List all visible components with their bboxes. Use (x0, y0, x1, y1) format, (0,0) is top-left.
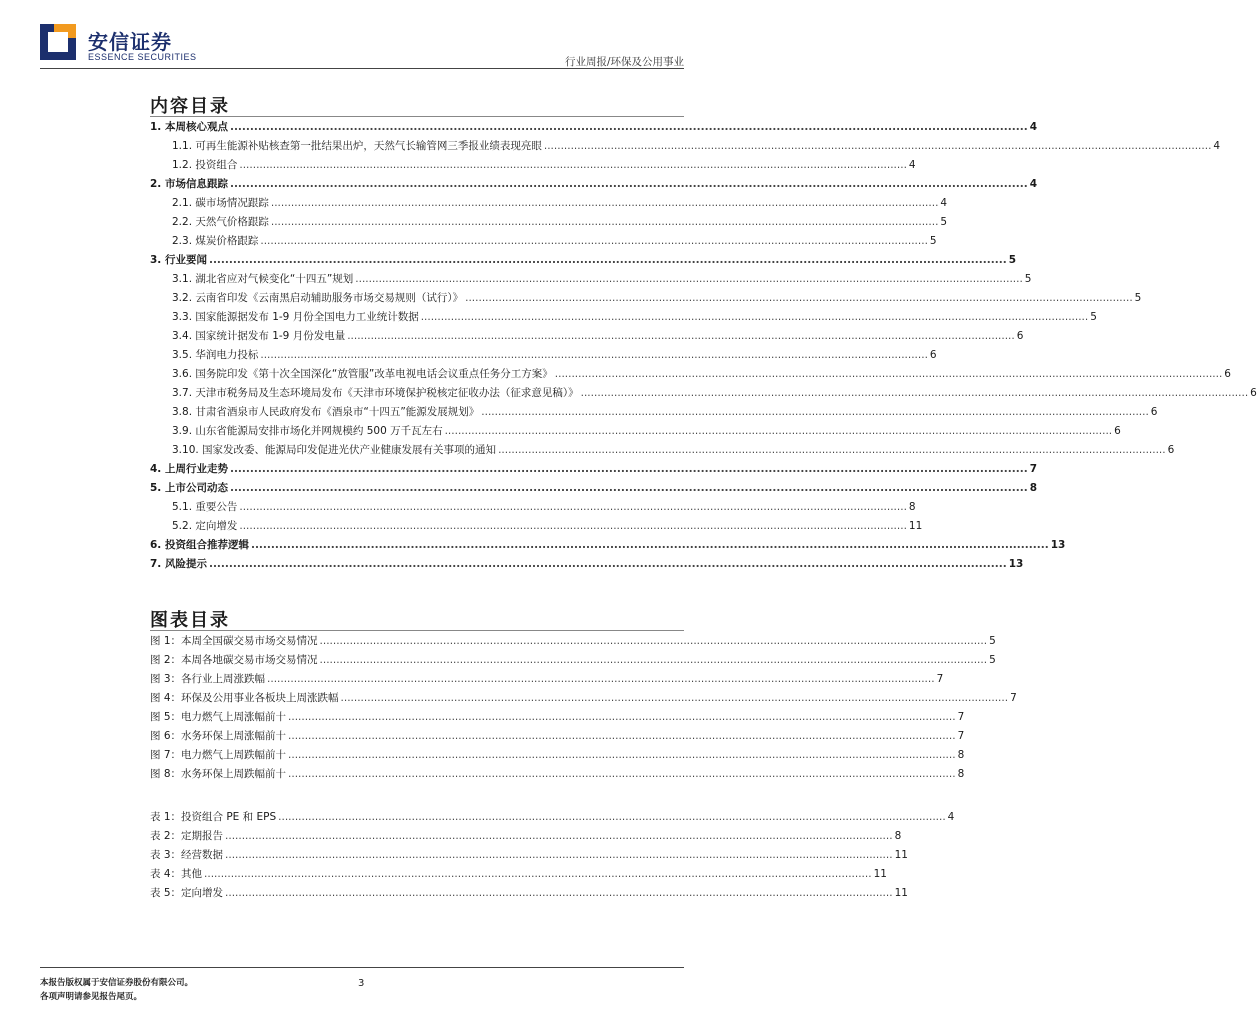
toc-entry[interactable] (150, 270, 1032, 289)
toc-entry-page: 4 (908, 159, 916, 171)
toc-entry-text: 1.2. 投资组合 (172, 159, 238, 171)
table-entry-text: 表 5：定向增发 (150, 887, 224, 899)
figure-entry-page: 8 (957, 749, 965, 761)
figure-entry[interactable] (150, 765, 965, 784)
dot-leader (421, 308, 1089, 327)
toc-entry[interactable] (150, 498, 916, 517)
dot-leader (209, 555, 1007, 574)
figure-entry[interactable] (150, 651, 996, 670)
table-entry-text: 表 4：其他 (150, 868, 203, 880)
toc-entry-page: 6 (1250, 387, 1257, 399)
dot-leader (465, 289, 1133, 308)
figure-entry-text: 图 1：本周全国碳交易市场交易情况 (150, 635, 318, 647)
brand-name-en: ESSENCE SECURITIES (88, 52, 197, 62)
copyright-line: 本报告版权属于安信证券股份有限公司。 (40, 978, 194, 988)
company-logo (40, 24, 76, 60)
header-divider (40, 68, 684, 69)
toc-entry-text: 3.10. 国家发改委、能源局印发促进光伏产业健康发展有关事项的通知 (172, 444, 497, 456)
dot-leader (271, 213, 939, 232)
toc-title-rule (150, 116, 684, 117)
toc-entry[interactable] (150, 308, 1097, 327)
toc-entry-page: 13 (1008, 558, 1024, 570)
disclaimer-line: 各项声明请参见报告尾页。 (40, 992, 143, 1002)
toc-list (150, 118, 1257, 574)
toc-entry-text: 5.2. 定向增发 (172, 520, 238, 532)
dot-leader (225, 846, 893, 865)
figure-entry-text: 图 4：环保及公用事业各板块上周涨跌幅 (150, 692, 339, 704)
table-entry-page: 4 (947, 811, 955, 823)
report-type: 行业周报/环保及公用事业 (564, 56, 684, 68)
toc-entry-page: 5 (1134, 292, 1142, 304)
dot-leader (355, 270, 1023, 289)
dot-leader (260, 346, 928, 365)
dot-leader (544, 137, 1212, 156)
figure-entry-text: 图 8：水务环保上周跌幅前十 (150, 768, 287, 780)
figure-entry[interactable] (150, 632, 996, 651)
toc-entry[interactable] (150, 441, 1175, 460)
table-entry-page: 8 (894, 830, 902, 842)
toc-entry-text: 3.9. 山东省能源局安排市场化并网规模约 500 万千瓦左右 (172, 425, 443, 437)
toc-entry-page: 4 (1213, 140, 1221, 152)
toc-entry[interactable] (150, 403, 1158, 422)
figure-entry-page: 7 (957, 711, 965, 723)
table-entry-text: 表 3：经营数据 (150, 849, 224, 861)
toc-entry[interactable] (150, 555, 1024, 574)
dot-leader (445, 422, 1113, 441)
figure-entry[interactable] (150, 689, 1017, 708)
table-entry[interactable] (150, 808, 955, 827)
toc-entry-page: 5 (1008, 254, 1017, 266)
figure-entry[interactable] (150, 746, 965, 765)
toc-entry-text: 2.3. 煤炭价格跟踪 (172, 235, 259, 247)
toc-entry-page: 6 (1224, 368, 1231, 380)
toc-entry-text: 3.3. 国家能源据发布 1-9 月份全国电力工业统计数据 (172, 311, 419, 323)
toc-entry-page: 7 (1029, 463, 1038, 475)
toc-title: 内容目录 (150, 96, 230, 117)
figures-list (150, 632, 1017, 784)
toc-entry-page: 5 (940, 216, 948, 228)
toc-entry-text: 4. 上周行业走势 (150, 463, 228, 475)
toc-entry[interactable] (150, 232, 937, 251)
toc-entry[interactable] (150, 384, 1257, 403)
table-entry[interactable] (150, 884, 908, 903)
toc-entry-text: 3.5. 华润电力投标 (172, 349, 259, 361)
toc-entry-page: 4 (1029, 178, 1038, 190)
table-entry-text: 表 2：定期报告 (150, 830, 224, 842)
toc-entry[interactable] (150, 251, 1017, 270)
toc-entry-text: 3.6. 国务院印发《第十次全国深化“放管服”改革电视电话会议重点任务分工方案》 (172, 368, 553, 380)
brand-name-cn: 安信证券 (88, 30, 172, 54)
table-entry-page: 11 (894, 849, 908, 861)
figure-entry-page: 5 (989, 654, 996, 666)
dot-leader (288, 708, 956, 727)
figure-entry-page: 8 (957, 768, 965, 780)
figure-entry[interactable] (150, 670, 944, 689)
toc-entry-text: 2.2. 天然气价格跟踪 (172, 216, 269, 228)
dot-leader (225, 884, 893, 903)
toc-entry-text: 7. 风险提示 (150, 558, 207, 570)
toc-entry-text: 2.1. 碳市场情况跟踪 (172, 197, 269, 209)
toc-entry-page: 6 (929, 349, 937, 361)
toc-entry[interactable] (150, 289, 1142, 308)
dot-leader (347, 327, 1015, 346)
toc-entry-text: 3.2. 云南省印发《云南黑启动辅助服务市场交易规则（试行）》 (172, 292, 464, 304)
figure-entry-text: 图 7：电力燃气上周跌幅前十 (150, 749, 287, 761)
toc-entry-text: 1. 本周核心观点 (150, 121, 228, 133)
toc-entry-page: 4 (1029, 121, 1038, 133)
tables-list (150, 808, 955, 903)
dot-leader (271, 194, 939, 213)
toc-entry[interactable] (150, 517, 923, 536)
dot-leader (555, 365, 1223, 384)
toc-entry-page: 4 (940, 197, 948, 209)
table-entry-text: 表 1：投资组合 PE 和 EPS (150, 811, 277, 823)
dot-leader (278, 808, 946, 827)
toc-entry-text: 5. 上市公司动态 (150, 482, 228, 494)
figure-entry-page: 7 (957, 730, 965, 742)
toc-entry-page: 13 (1050, 539, 1066, 551)
figure-entry-text: 图 3：各行业上周涨跌幅 (150, 673, 266, 685)
figure-entry-page: 5 (989, 635, 996, 647)
toc-entry[interactable] (150, 118, 1038, 137)
toc-entry-text: 1.1. 可再生能源补贴核查第一批结果出炉，天然气长输管网三季报业绩表现亮眼 (172, 140, 542, 152)
table-entry[interactable] (150, 846, 908, 865)
dot-leader (204, 865, 872, 884)
toc-entry-page: 11 (908, 520, 923, 532)
dot-leader (320, 632, 988, 651)
toc-entry[interactable] (150, 422, 1121, 441)
dot-leader (209, 251, 1007, 270)
dot-leader (230, 118, 1028, 137)
dot-leader (498, 441, 1166, 460)
dot-leader (230, 479, 1028, 498)
toc-entry[interactable] (150, 479, 1038, 498)
figure-entry-text: 图 2：本周各地碳交易市场交易情况 (150, 654, 318, 666)
dot-leader (230, 460, 1028, 479)
toc-entry-page: 8 (1029, 482, 1038, 494)
toc-entry[interactable] (150, 327, 1024, 346)
toc-entry[interactable] (150, 460, 1038, 479)
toc-entry-text: 3.1. 湖北省应对气候变化“十四五”规划 (172, 273, 354, 285)
toc-entry-text: 3.7. 天津市税务局及生态环境局发布《天津市环境保护税核定征收办法（征求意见稿）》 (172, 387, 579, 399)
toc-entry-text: 3. 行业要闻 (150, 254, 207, 266)
table-entry[interactable] (150, 865, 887, 884)
table-entry[interactable] (150, 827, 902, 846)
toc-entry-page: 6 (1167, 444, 1175, 456)
toc-entry-text: 3.8. 甘肃省酒泉市人民政府发布《酒泉市“十四五”能源发展规划》 (172, 406, 480, 418)
dot-leader (288, 765, 956, 784)
figures-title-rule (150, 630, 684, 631)
dot-leader (230, 175, 1028, 194)
toc-entry-page: 5 (929, 235, 937, 247)
dot-leader (260, 232, 928, 251)
dot-leader (320, 651, 988, 670)
copyright-notice (40, 976, 193, 1004)
dot-leader (341, 689, 1009, 708)
figures-title: 图表目录 (150, 610, 230, 631)
table-entry-page: 11 (894, 887, 908, 899)
dot-leader (581, 384, 1249, 403)
dot-leader (288, 727, 956, 746)
toc-entry-text: 5.1. 重要公告 (172, 501, 238, 513)
figure-entry[interactable] (150, 727, 965, 746)
toc-entry-text: 2. 市场信息跟踪 (150, 178, 228, 190)
toc-entry[interactable] (150, 346, 937, 365)
figure-entry-text: 图 6：水务环保上周涨幅前十 (150, 730, 287, 742)
toc-entry[interactable] (150, 175, 1038, 194)
toc-entry-page: 6 (1114, 425, 1121, 437)
dot-leader (239, 517, 907, 536)
toc-entry[interactable] (150, 536, 1066, 555)
toc-entry-page: 8 (908, 501, 916, 513)
toc-entry-text: 6. 投资组合推荐逻辑 (150, 539, 249, 551)
figure-entry-page: 7 (936, 673, 944, 685)
dot-leader (239, 156, 907, 175)
figure-entry[interactable] (150, 708, 965, 727)
toc-entry-page: 6 (1150, 406, 1158, 418)
footer-divider (40, 967, 684, 968)
toc-entry-text: 3.4. 国家统计据发布 1-9 月份发电量 (172, 330, 346, 342)
toc-entry[interactable] (150, 194, 948, 213)
dot-leader (288, 746, 956, 765)
dot-leader (481, 403, 1149, 422)
figure-entry-text: 图 5：电力燃气上周涨幅前十 (150, 711, 287, 723)
toc-entry[interactable] (150, 365, 1231, 384)
dot-leader (225, 827, 893, 846)
toc-entry-page: 6 (1016, 330, 1024, 342)
toc-entry[interactable] (150, 213, 948, 232)
dot-leader (267, 670, 935, 689)
toc-entry-page: 5 (1090, 311, 1097, 323)
toc-entry[interactable] (150, 156, 916, 175)
page-number: 3 (358, 978, 365, 989)
figure-entry-page: 7 (1010, 692, 1017, 704)
dot-leader (251, 536, 1049, 555)
toc-entry[interactable] (150, 137, 1221, 156)
dot-leader (239, 498, 907, 517)
toc-entry-page: 5 (1024, 273, 1032, 285)
table-entry-page: 11 (873, 868, 887, 880)
